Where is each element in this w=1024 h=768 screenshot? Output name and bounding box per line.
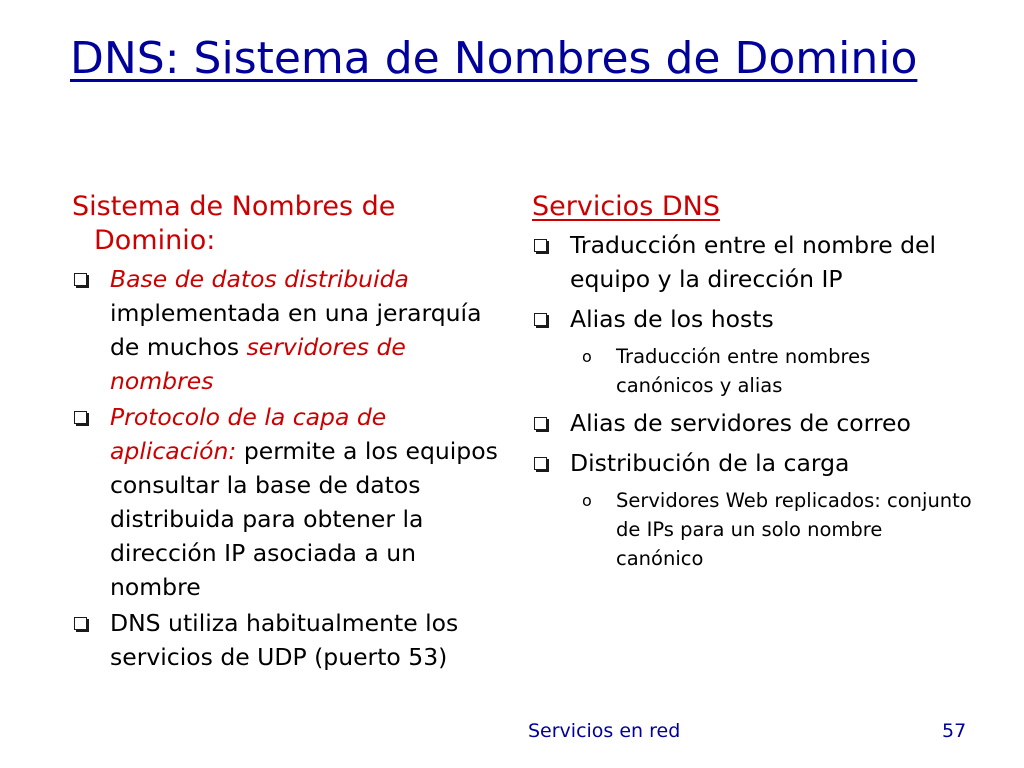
bullet-highlight: servidores de nombres [110, 333, 406, 395]
left-column [72, 190, 512, 676]
square-bullet-icon [534, 239, 547, 252]
bullet-highlight: Protocolo de la capa de aplicación: [110, 403, 387, 465]
bullet-text: permite a los equipos consultar la base de datos distribuida para obtener la dirección IP asociada a un nombre [110, 437, 498, 601]
circle-bullet-icon: o [582, 347, 592, 366]
bullet-app-protocol [72, 400, 512, 604]
square-bullet-icon [74, 411, 87, 424]
sub-bullet-replicated-web [532, 486, 972, 573]
bullet-host-alias [532, 302, 972, 336]
right-heading: Servicios DNS [532, 191, 720, 222]
square-bullet-icon [534, 313, 547, 326]
bullet-hostname-translation [532, 228, 972, 296]
bullet-distributed-db [72, 262, 512, 398]
square-bullet-icon [74, 273, 87, 286]
bullet-udp [72, 606, 512, 674]
bullet-load-distribution [532, 446, 972, 480]
bullet-mail-alias [532, 406, 972, 440]
bullet-text: Distribución de la carga [570, 449, 850, 477]
left-heading: Sistema de Nombres de Dominio: [72, 191, 396, 256]
right-column [532, 190, 972, 579]
page-number: 57 [942, 720, 967, 742]
bullet-text: implementada en una jerarquía de muchos [110, 299, 482, 361]
square-bullet-icon [534, 457, 547, 470]
bullet-text: Traducción entre el nombre del equipo y la dirección IP [570, 231, 937, 293]
bullet-text: DNS utiliza habitualmente los servicios de UDP (puerto 53) [110, 609, 459, 671]
bullet-highlight: Base de datos distribuida [110, 265, 409, 293]
circle-bullet-icon: o [582, 491, 592, 510]
sub-bullet-text: Traducción entre nombres canónicos y alias [616, 345, 871, 397]
bullet-text: Alias de servidores de correo [570, 409, 911, 437]
footer-section: Servicios en red [528, 720, 681, 742]
square-bullet-icon [74, 617, 87, 630]
slide-title: DNS: Sistema de Nombres de Dominio [70, 33, 918, 84]
sub-bullet-text: Servidores Web replicados: conjunto de IPs para un solo nombre canónico [616, 489, 972, 570]
square-bullet-icon [534, 417, 547, 430]
sub-bullet-canonical [532, 342, 972, 400]
bullet-text: Alias de los hosts [570, 305, 774, 333]
